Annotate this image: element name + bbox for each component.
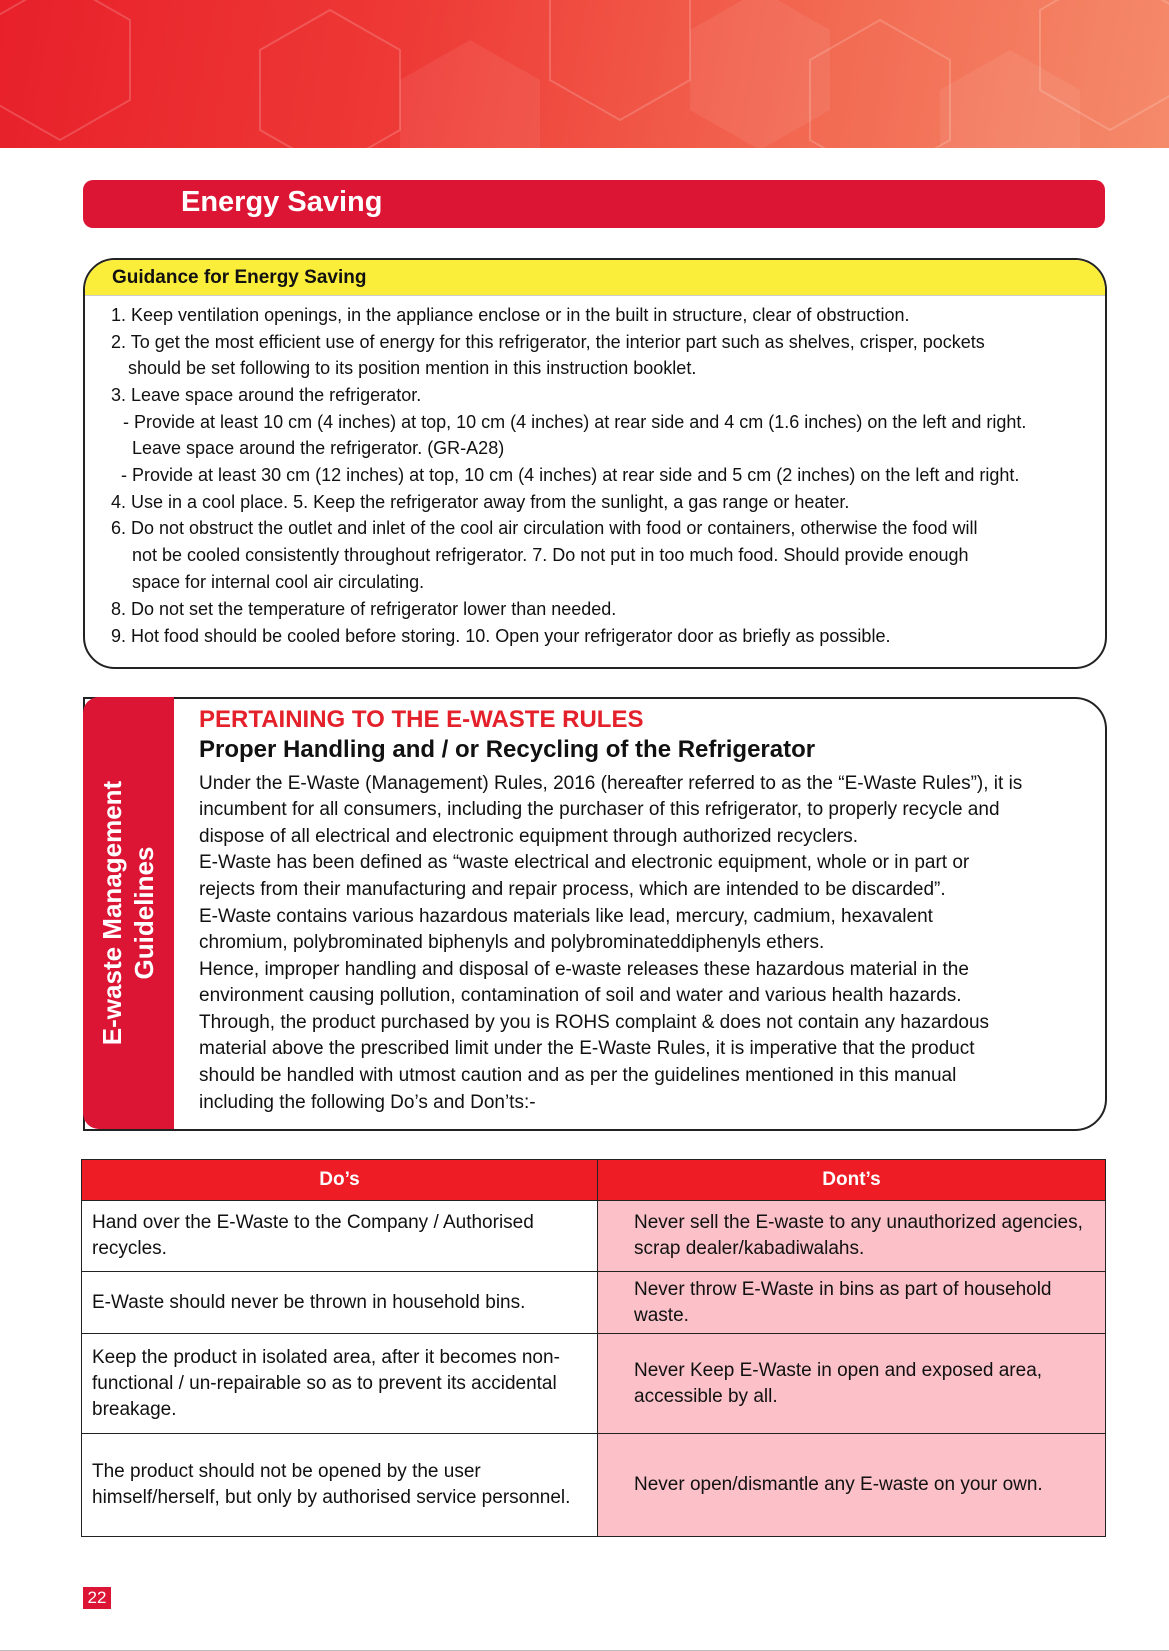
donts-header: Dont’s [598, 1160, 1106, 1201]
top-banner [0, 0, 1169, 148]
guidance-line: 1. Keep ventilation openings, in the appliance enclose or in the built in structure, clear of obstruction. [111, 305, 910, 325]
ewaste-tab-line2: Guidelines [129, 846, 159, 980]
guidance-line: 3. Leave space around the refrigerator. [111, 385, 422, 405]
ewaste-paragraph-line: environment causing pollution, contamination of soil and water and various health hazards. [199, 985, 962, 1006]
dos-cell: E-Waste should never be thrown in household bins. [82, 1272, 598, 1334]
ewaste-paragraph-line: dispose of all electrical and electronic equipment through authorized recyclers. [199, 826, 859, 847]
donts-cell: Never throw E-Waste in bins as part of household waste. [598, 1272, 1106, 1334]
ewaste-paragraph-line: rejects from their manufacturing and repair process, which are intended to be discarded”. [199, 879, 946, 900]
guidance-line: 2. To get the most efficient use of energy for this refrigerator, the interior part such as shelves, crisper, pockets [111, 332, 985, 352]
donts-cell: Never Keep E-Waste in open and exposed area, accessible by all. [598, 1334, 1106, 1434]
guidance-line: 9. Hot food should be cooled before storing. 10. Open your refrigerator door as briefly as possible. [111, 626, 891, 646]
hexagon-pattern-icon [0, 0, 1169, 148]
guidance-line: not be cooled consistently throughout refrigerator. 7. Do not put in too much food. Should provide enough [132, 545, 969, 565]
guidance-line: - Provide at least 10 cm (4 inches) at top, 10 cm (4 inches) at rear side and 4 cm (1.6 inches) on the left and right. [123, 412, 1027, 432]
ewaste-tab-line1: E-waste Management [97, 780, 127, 1046]
guidance-line: should be set following to its position mention in this instruction booklet. [128, 358, 697, 378]
ewaste-paragraph-line: E-Waste contains various hazardous materials like lead, mercury, cadmium, hexavalent [199, 906, 933, 927]
ewaste-paragraph-line: incumbent for all consumers, including the purchaser of this refrigerator, to properly recycle and [199, 799, 1000, 820]
dos-cell: Keep the product in isolated area, after it becomes non- functional / un-repairable so as to prevent its accidental breakage. [82, 1334, 598, 1434]
guidance-heading: Guidance for Energy Saving [112, 267, 367, 288]
table-row [82, 1201, 1106, 1272]
guidance-line: Leave space around the refrigerator. (GR-A28) [132, 438, 505, 458]
donts-cell: Never open/dismantle any E-waste on your own. [598, 1434, 1106, 1537]
dos-cell: Hand over the E-Waste to the Company / Authorised recycles. [82, 1201, 598, 1272]
guidance-line: space for internal cool air circulating. [132, 572, 425, 592]
guidance-line: 8. Do not set the temperature of refrigerator lower than needed. [111, 599, 617, 619]
table-header-row [82, 1160, 1106, 1201]
guidance-line: 4. Use in a cool place. 5. Keep the refrigerator away from the sunlight, a gas range or heater. [111, 492, 850, 512]
ewaste-side-tab-label [96, 781, 160, 1045]
ewaste-paragraph-line: including the following Do’s and Don’ts:- [199, 1092, 536, 1113]
guidance-line: 6. Do not obstruct the outlet and inlet of the cool air circulation with food or containers, otherwise the food will [111, 518, 978, 538]
section-title-bar [83, 180, 1105, 228]
table-row [82, 1272, 1106, 1334]
dos-donts-table [81, 1159, 1106, 1537]
section-title: Energy Saving [181, 186, 383, 218]
ewaste-paragraph-line: should be handled with utmost caution and as per the guidelines mentioned in this manual [199, 1065, 957, 1086]
ewaste-title: PERTAINING TO THE E-WASTE RULES [199, 706, 644, 733]
ewaste-paragraph-line: Through, the product purchased by you is ROHS complaint & does not contain any hazardous [199, 1012, 990, 1033]
ewaste-paragraph-line: material above the prescribed limit under the E-Waste Rules, it is imperative that the product [199, 1038, 975, 1059]
guidance-line: - Provide at least 30 cm (12 inches) at top, 10 cm (4 inches) at rear side and 5 cm (2 inches) on the left and right. [121, 465, 1020, 485]
ewaste-subtitle: Proper Handling and / or Recycling of the Refrigerator [199, 736, 816, 763]
ewaste-paragraph-line: Hence, improper handling and disposal of e-waste releases these hazardous material in the [199, 959, 969, 980]
ewaste-paragraph-line: chromium, polybrominated biphenyls and polybrominateddiphenyls ethers. [199, 932, 825, 953]
page-number: 22 [83, 1587, 111, 1609]
table-row [82, 1334, 1106, 1434]
guidance-heading-bar [85, 260, 1105, 296]
dos-header: Do’s [82, 1160, 598, 1201]
dos-cell: The product should not be opened by the user himself/herself, but only by authorised service personnel. [82, 1434, 598, 1537]
ewaste-paragraph-line: Under the E-Waste (Management) Rules, 2016 (hereafter referred to as the “E-Waste Rules”), it is [199, 773, 1023, 794]
table-row [82, 1434, 1106, 1537]
ewaste-paragraph-line: E-Waste has been defined as “waste electrical and electronic equipment, whole or in part or [199, 852, 970, 873]
donts-cell: Never sell the E-waste to any unauthorized agencies, scrap dealer/kabadiwalahs. [598, 1201, 1106, 1272]
